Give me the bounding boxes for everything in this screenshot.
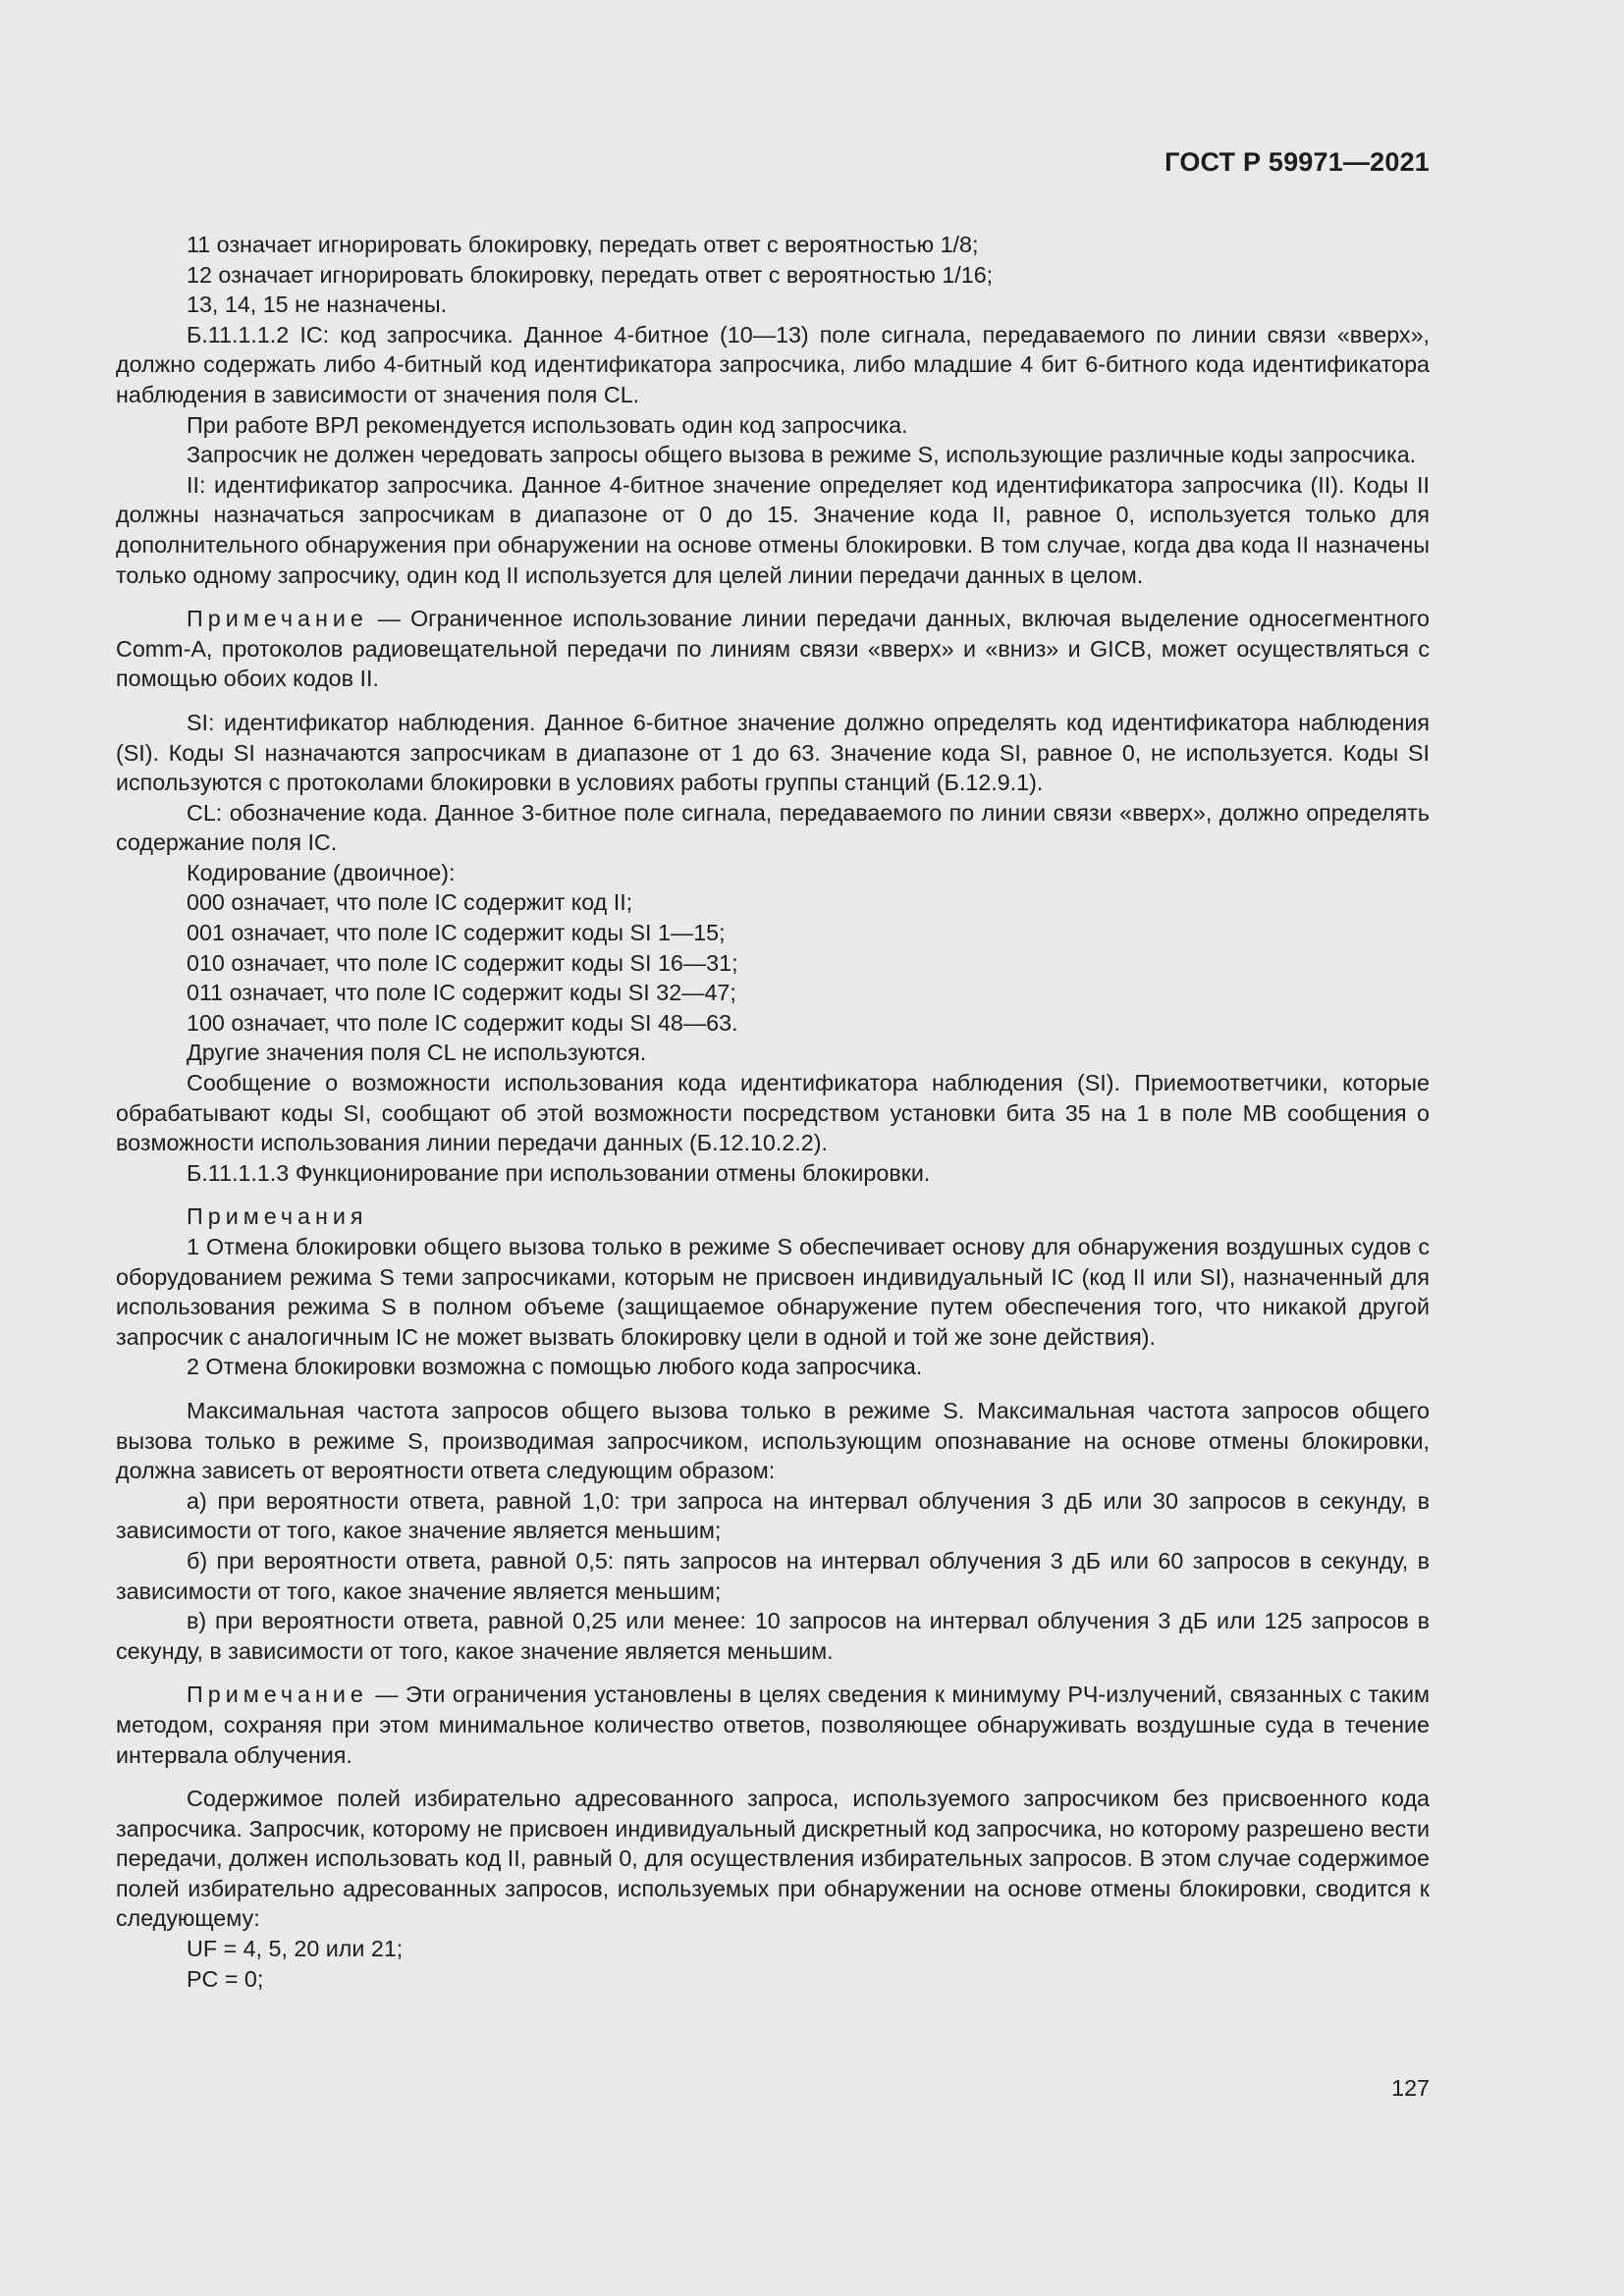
paragraph: II: идентификатор запросчика. Данное 4-битное значение определяет код идентификатора запросчика (II). Коды II должны назначаться запросчикам в диапазоне от 0 до 15. Значение кода II, равное 0, используется только для дополнительного обнаружения при обнаружении на основе отмены блокировки. В том случае, когда два кода II назначены только одному запросчику, один код II используется для целей линии передачи данных в целом. [116,471,1430,588]
paragraph: Кодирование (двоичное): [187,859,456,885]
list-item: 001 означает, что поле IC содержит коды SI 1—15; [187,920,726,946]
note-item: 1 Отмена блокировки общего вызова только в режиме S обеспечивает основу для обнаружения воздушных судов с оборудованием режима S теми запросчиками, которым не присвоен индивидуальный IC (код II или SI), назначенный для использования режима S в полном объеме (защищаемое обнаружение путем обеспечения того, что никакой другой запросчик с аналогичным IC не может вызвать блокировку цели в одной и той же зоне действия). [116,1234,1430,1350]
paragraph: CL: обозначение кода. Данное 3-битное поле сигнала, передаваемого по линии связи «вверх», должно определять содержание поля IC. [116,799,1430,856]
paragraph: Максимальная частота запросов общего вызова только в режиме S. Максимальная частота запросов общего вызова только в режиме S, производимая запросчиком, использующим опознавание на основе отмены блокировки, должна зависеть от вероятности ответа следующим образом: [116,1397,1430,1484]
paragraph: Запросчик не должен чередовать запросы общего вызова в режиме S, использующие различные коды запросчика. [187,442,1417,468]
list-item: 000 означает, что поле IC содержит код II; [187,889,633,916]
paragraph: UF = 4, 5, 20 или 21; [187,1936,404,1962]
paragraph: Б.11.1.1.3 Функционирование при использовании отмены блокировки. [187,1159,931,1186]
note-label: Примечание [187,1682,368,1708]
page-body [116,230,1430,1994]
paragraph: Сообщение о возможности использования кода идентификатора наблюдения (SI). Приемоответчики, которые обрабатывают коды SI, сообщают об этой возможности посредством установки бита 35 на 1 в поле МВ сообщения о возможности использования линии передачи данных (Б.12.10.2.2). [116,1070,1430,1156]
note-label: Примечание [187,606,368,632]
paragraph: При работе ВРЛ рекомендуется использовать один код запросчика. [187,411,908,438]
list-item: в) при вероятности ответа, равной 0,25 или менее: 10 запросов на интервал облучения 3 дБ или 125 запросов в секунду, в зависимости от того, какое значение является меньшим. [116,1608,1430,1664]
paragraph: Б.11.1.1.2 IC: код запросчика. Данное 4-битное (10—13) поле сигнала, передаваемого по линии связи «вверх», должно содержать либо 4-битный код идентификатора запросчика, либо младшие 4 бит 6-битного кода идентификатора наблюдения в зависимости от значения поля CL. [116,321,1430,407]
list-item: 011 означает, что поле IC содержит коды SI 32—47; [187,980,736,1006]
note-text: — Ограниченное использование линии передачи данных, включая выделение односегментного Comm-A, протоколов радиовещательной передачи по линиям связи «вверх» и «вниз» и GICB, может осуществляться с помощью обоих кодов II. [116,606,1430,692]
note-text: — Эти ограничения установлены в целях сведения к минимуму РЧ-излучений, связанных с таким методом, сохраняя при этом минимальное количество ответов, позволяющее обнаруживать воздушные суда в течение интервала облучения. [116,1682,1430,1768]
notes-label: Примечания [187,1203,368,1230]
paragraph: 12 означает игнорировать блокировку, передать ответ с вероятностью 1/16; [187,261,994,288]
list-item: 010 означает, что поле IC содержит коды SI 16—31; [187,949,738,976]
paragraph: 11 означает игнорировать блокировку, передать ответ с вероятностью 1/8; [187,232,979,257]
paragraph: 13, 14, 15 не назначены. [187,292,448,318]
paragraph: SI: идентификатор наблюдения. Данное 6-битное значение должно определять код идентификатора наблюдения (SI). Коды SI назначаются запросчикам в диапазоне от 1 до 63. Значение кода SI, равное 0, не используется. Коды SI используются с протоколами блокировки в условиях работы группы станций (Б.12.9.1). [116,709,1430,796]
paragraph: Другие значения поля CL не используются. [187,1040,647,1066]
list-item: 100 означает, что поле IC содержит коды SI 48—63. [187,1009,738,1036]
standard-header: ГОСТ Р 59971—2021 [1164,147,1430,177]
note-paragraph [116,1680,1430,1770]
list-item: б) при вероятности ответа, равной 0,5: пять запросов на интервал облучения 3 дБ или 60 запросов в секунду, в зависимости от того, какое значение является меньшим; [116,1547,1430,1604]
note-item: 2 Отмена блокировки возможна с помощью любого кода запросчика. [187,1354,923,1380]
paragraph: PC = 0; [187,1965,264,1992]
page-number: 127 [1391,2075,1430,2101]
list-item: а) при вероятности ответа, равной 1,0: три запроса на интервал облучения 3 дБ или 30 запросов в секунду, в зависимости от того, какое значение является меньшим; [116,1487,1430,1544]
note-paragraph [116,604,1430,694]
paragraph: Содержимое полей избирательно адресованного запроса, используемого запросчиком без присвоенного кода запросчика. Запросчик, которому не присвоен индивидуальный дискретный код запросчика, но которому разрешено вести передачи, должен использовать код II, равный 0, для осуществления избирательных запросов. В этом случае содержимое полей избирательно адресованных запросов, используемых при обнаружении на основе отмены блокировки, сводится к следующему: [116,1786,1430,1932]
